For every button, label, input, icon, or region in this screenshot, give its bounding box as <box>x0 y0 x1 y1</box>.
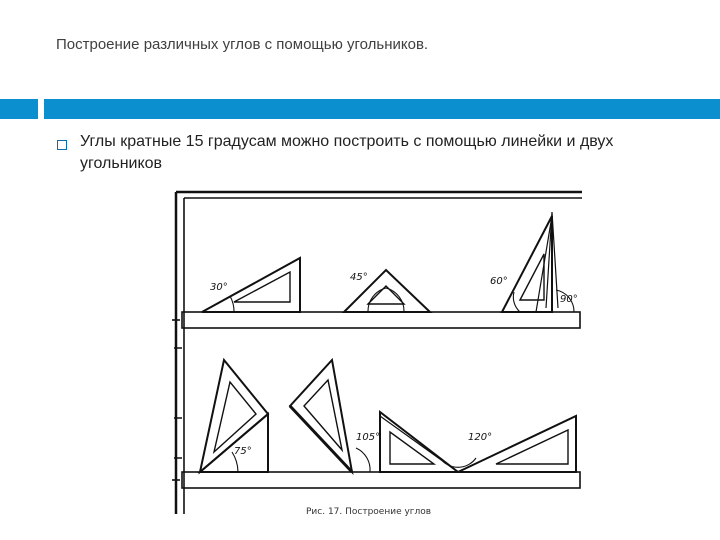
angles-drawing <box>172 188 590 518</box>
accent-bar-left <box>0 99 38 119</box>
lower-set-squares <box>200 360 576 472</box>
label-75: 75° <box>234 446 252 457</box>
angles-figure <box>172 188 590 518</box>
bullet-text: Углы кратные 15 градусам можно построить с помощью линейки и двух угольников <box>80 133 614 172</box>
label-30: 30° <box>210 282 228 293</box>
label-90: 90° <box>560 294 578 305</box>
bullet-square-icon <box>57 140 67 150</box>
figure-caption: Рис. 17. Построение углов <box>306 507 432 517</box>
label-60: 60° <box>490 276 508 287</box>
slide-title: Построение различных углов с помощью угольников. <box>56 36 429 53</box>
accent-bar-right <box>44 99 720 119</box>
label-105: 105° <box>356 432 381 443</box>
label-45: 45° <box>350 272 368 283</box>
upper-set-squares <box>202 212 558 312</box>
label-120: 120° <box>468 432 493 443</box>
